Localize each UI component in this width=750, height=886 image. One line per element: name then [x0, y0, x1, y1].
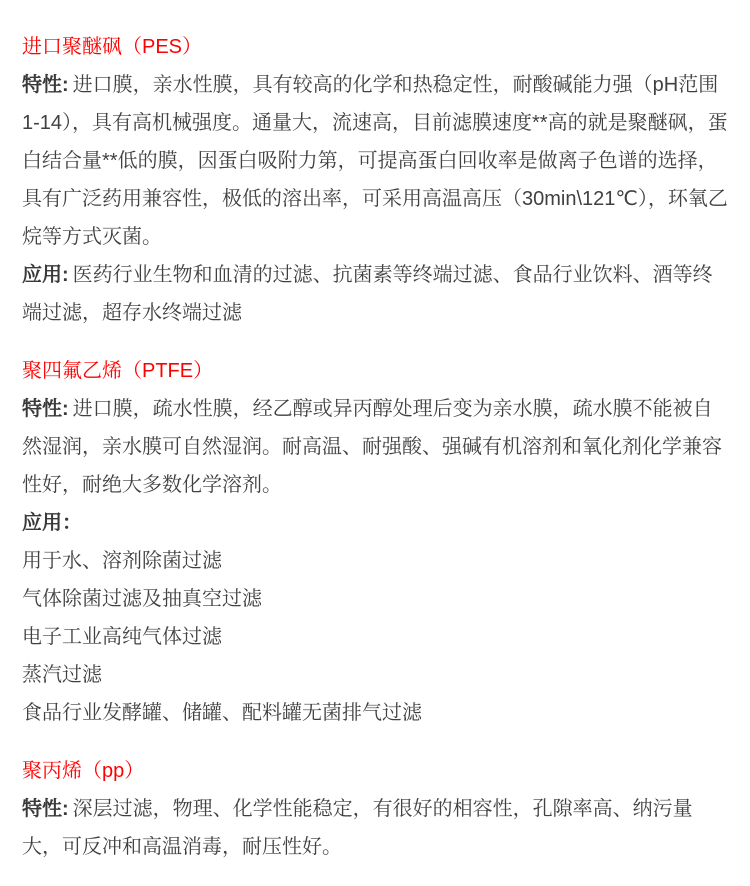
ptfe-application-item-text: 气体除菌过滤及抽真空过滤: [22, 588, 262, 610]
section-pes-heading: 进口聚醚砜（PES）: [22, 36, 203, 58]
section-pp: [22, 752, 728, 866]
ptfe-characteristics-text: 进口膜，疏水性膜，经乙醇或异丙醇处理后变为亲水膜，疏水膜不能被自然湿润，亲水膜可自然湿润。耐高温、耐强酸、强碱有机溶剂和氧化剂化学兼容性好，耐绝大多数化学溶剂。: [22, 398, 722, 496]
pes-characteristics-paragraph: [22, 66, 728, 256]
ptfe-application-item-steam: [22, 656, 728, 694]
ptfe-application-item-text: 电子工业高纯气体过滤: [22, 626, 222, 648]
ptfe-application-item-text: 用于水、溶剂除菌过滤: [22, 550, 222, 572]
section-ptfe: [22, 352, 728, 732]
pp-characteristics-paragraph: [22, 790, 728, 866]
ptfe-application-item-gas: [22, 580, 728, 618]
pes-applications-label: 应用:: [22, 264, 69, 286]
ptfe-application-item-text: 食品行业发酵罐、储罐、配料罐无菌排气过滤: [22, 702, 422, 724]
ptfe-applications-heading-line: [22, 504, 728, 542]
section-pp-heading: 聚丙烯（pp）: [22, 760, 145, 782]
ptfe-application-item-water: [22, 542, 728, 580]
pes-characteristics-label: 特性:: [22, 74, 69, 96]
section-pes: [22, 28, 728, 332]
section-ptfe-heading: 聚四氟乙烯（PTFE）: [22, 360, 214, 382]
pes-characteristics-text: 进口膜，亲水性膜，具有较高的化学和热稳定性，耐酸碱能力强（pH范围1-14），具有高机械强度。通量大，流速高，目前滤膜速度**高的就是聚醚砜，蛋白结合量**低的膜，因蛋白吸附力第，可提高蛋白回收率是做离子色谱的选择，具有广泛药用兼容性，极低的溶出率，可采用高温高压（30min\121℃），环氧乙烷等方式灭菌。: [22, 74, 728, 248]
ptfe-characteristics-paragraph: [22, 390, 728, 504]
pes-applications-paragraph: [22, 256, 728, 332]
ptfe-application-item-text: 蒸汽过滤: [22, 664, 102, 686]
pes-applications-text: 医药行业生物和血清的过滤、抗菌素等终端过滤、食品行业饮料、酒等终端过滤，超存水终端过滤: [22, 264, 713, 324]
ptfe-characteristics-label: 特性:: [22, 398, 69, 420]
pp-characteristics-text: 深层过滤，物理、化学性能稳定，有很好的相容性，孔隙率高、纳污量大，可反冲和高温消毒，耐压性好。: [22, 798, 693, 858]
ptfe-application-item-food: [22, 694, 728, 732]
ptfe-application-item-electronics: [22, 618, 728, 656]
ptfe-applications-label: 应用：: [22, 512, 82, 534]
pp-characteristics-label: 特性:: [22, 798, 69, 820]
